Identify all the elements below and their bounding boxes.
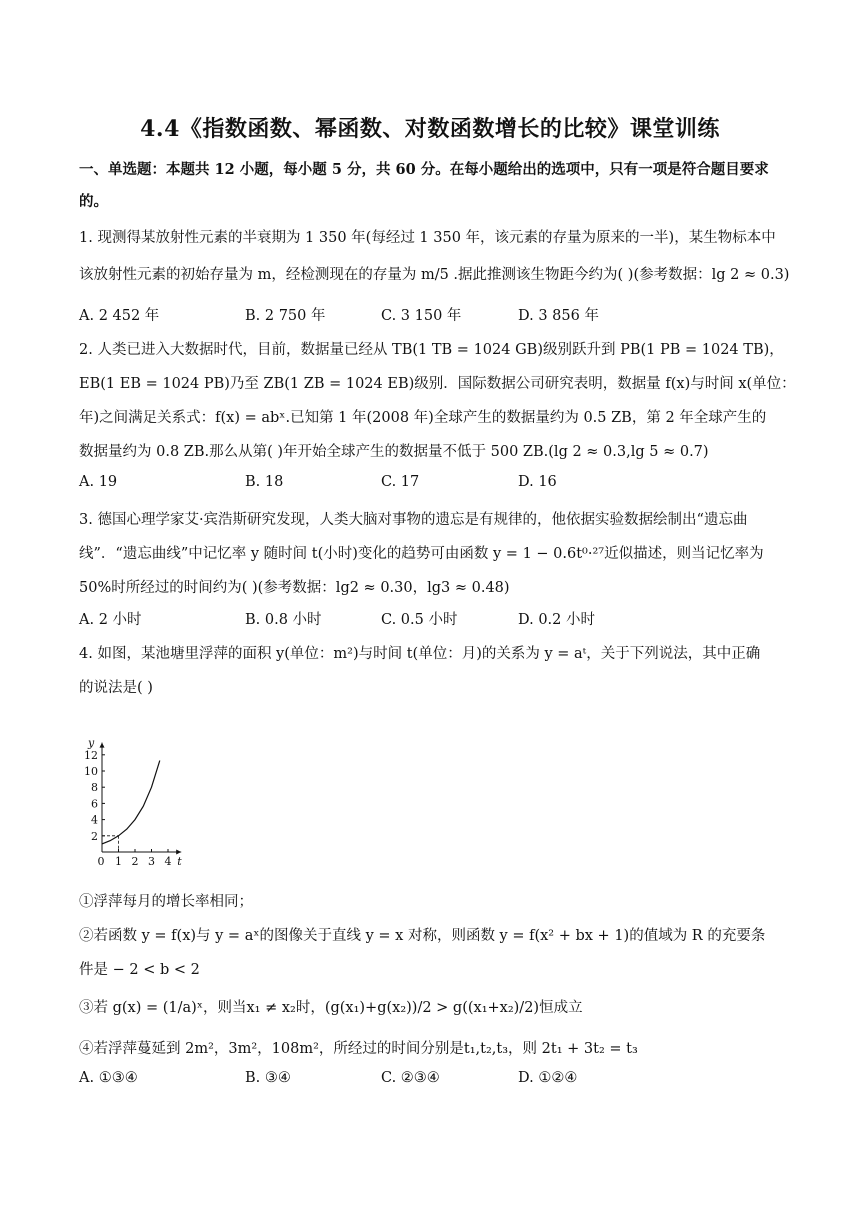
q1-line2: 该放射性元素的初始存量为 m，经检测现在的存量为 m/5 .据此推测该生物距今约为( )(参考数据：lg 2 ≈ 0.3) bbox=[79, 267, 790, 283]
q4-statement-4: ④若浮萍蔓延到 2m²，3m²，108m²，所经过的时间分别是t₁,t₂,t₃，则 2t₁ + 3t₂ = t₃ bbox=[79, 1041, 638, 1057]
x-axis-arrow bbox=[176, 850, 181, 855]
q3-option-d[interactable]: D. 0.2 小时 bbox=[518, 612, 595, 628]
y-tick-label: 8 bbox=[91, 781, 98, 795]
q3-line2: 线”．“遗忘曲线”中记忆率 y 随时间 t(小时)变化的趋势可由函数 y = 1 − 0.6t⁰·²⁷近似描述，则当记忆率为 bbox=[79, 546, 764, 562]
chart-plot-area bbox=[84, 737, 182, 868]
q4-option-c[interactable]: C. ②③④ bbox=[381, 1070, 440, 1086]
q1-option-c[interactable]: C. 3 150 年 bbox=[381, 308, 462, 324]
q2-line3: 年)之间满足关系式：f(x) = abˣ.已知第 1 年(2008 年)全球产生的数据量约为 0.5 ZB，第 2 年全球产生的 bbox=[79, 410, 767, 426]
growth-curve bbox=[102, 761, 160, 844]
q1-option-a[interactable]: A. 2 452 年 bbox=[79, 308, 160, 324]
growth-chart bbox=[82, 710, 212, 870]
q4-option-d[interactable]: D. ①②④ bbox=[518, 1070, 578, 1086]
q2-option-c[interactable]: C. 17 bbox=[381, 474, 420, 490]
q2-option-a[interactable]: A. 19 bbox=[79, 474, 118, 490]
y-tick-label: 10 bbox=[84, 765, 98, 778]
q2-line1: 2. 人类已进入大数据时代，目前，数据量已经从 TB(1 TB = 1024 GB)级别跃升到 PB(1 PB = 1024 TB)， bbox=[79, 342, 784, 358]
x-tick-label: 1 bbox=[115, 855, 122, 868]
q3-option-a[interactable]: A. 2 小时 bbox=[79, 612, 142, 628]
q3-line1: 3. 德国心理学家艾·宾浩斯研究发现，人类大脑对事物的遗忘是有规律的，他依据实验数据绘制出“遗忘曲 bbox=[79, 512, 748, 528]
x-tick-label: 3 bbox=[148, 855, 155, 868]
y-tick-label: 2 bbox=[91, 829, 98, 843]
q3-option-c[interactable]: C. 0.5 小时 bbox=[381, 612, 458, 628]
section-header-line2: 的。 bbox=[79, 193, 108, 210]
q1-option-d[interactable]: D. 3 856 年 bbox=[518, 308, 599, 324]
q4-option-b[interactable]: B. ③④ bbox=[245, 1070, 291, 1086]
q3-option-b[interactable]: B. 0.8 小时 bbox=[245, 612, 322, 628]
q1-line1: 1. 现测得某放射性元素的半衰期为 1 350 年(每经过 1 350 年，该元素的存量为原来的一半)，某生物标本中 bbox=[79, 230, 776, 246]
x-tick-label: 2 bbox=[131, 855, 139, 868]
x-tick-label: 4 bbox=[164, 855, 172, 868]
q4-line2: 的说法是( ) bbox=[79, 680, 153, 696]
y-tick-label: 12 bbox=[84, 748, 98, 762]
q2-line4: 数据量约为 0.8 ZB.那么从第( )年开始全球产生的数据量不低于 500 ZB.(lg 2 ≈ 0.3,lg 5 ≈ 0.7) bbox=[79, 444, 709, 460]
y-axis-arrow bbox=[100, 743, 105, 748]
q3-line3: 50%时所经过的时间约为( )(参考数据：lg2 ≈ 0.30，lg3 ≈ 0.48) bbox=[79, 580, 510, 596]
y-tick-label: 4 bbox=[91, 813, 98, 827]
x-axis-label: t bbox=[177, 855, 182, 868]
page-title: 4.4《指数函数、幂函数、对数函数增长的比较》课堂训练 bbox=[140, 116, 720, 142]
q4-line1: 4. 如图，某池塘里浮萍的面积 y(单位：m²)与时间 t(单位：月)的关系为 y = aᵗ，关于下列说法，其中正确 bbox=[79, 646, 761, 662]
x-tick-label: 0 bbox=[97, 855, 105, 868]
q1-option-b[interactable]: B. 2 750 年 bbox=[245, 308, 326, 324]
y-tick-label: 6 bbox=[91, 797, 98, 811]
q4-statement-2a: ②若函数 y = f(x)与 y = aˣ的图像关于直线 y = x 对称，则函数 y = f(x² + bx + 1)的值域为 R 的充要条 bbox=[79, 928, 766, 944]
q2-line2: EB(1 EB = 1024 PB)乃至 ZB(1 ZB = 1024 EB)级别．国际数据公司研究表明，数据量 f(x)与时间 x(单位： bbox=[79, 376, 796, 392]
q4-statement-2b: 件是 − 2 < b < 2 bbox=[79, 962, 200, 978]
q4-statement-1: ①浮萍每月的增长率相同； bbox=[79, 894, 253, 910]
q2-option-b[interactable]: B. 18 bbox=[245, 474, 284, 490]
y-axis-label: y bbox=[88, 736, 95, 750]
q4-statement-3: ③若 g(x) = (1/a)ˣ，则当x₁ ≠ x₂时，(g(x₁)+g(x₂))/2 > g((x₁+x₂)/2)恒成立 bbox=[79, 1000, 583, 1016]
q4-option-a[interactable]: A. ①③④ bbox=[79, 1070, 138, 1086]
q2-option-d[interactable]: D. 16 bbox=[518, 474, 557, 490]
section-header-line1: 一、单选题：本题共 12 小题，每小题 5 分，共 60 分。在每小题给出的选项中，只有一项是符合题目要求 bbox=[79, 161, 769, 178]
